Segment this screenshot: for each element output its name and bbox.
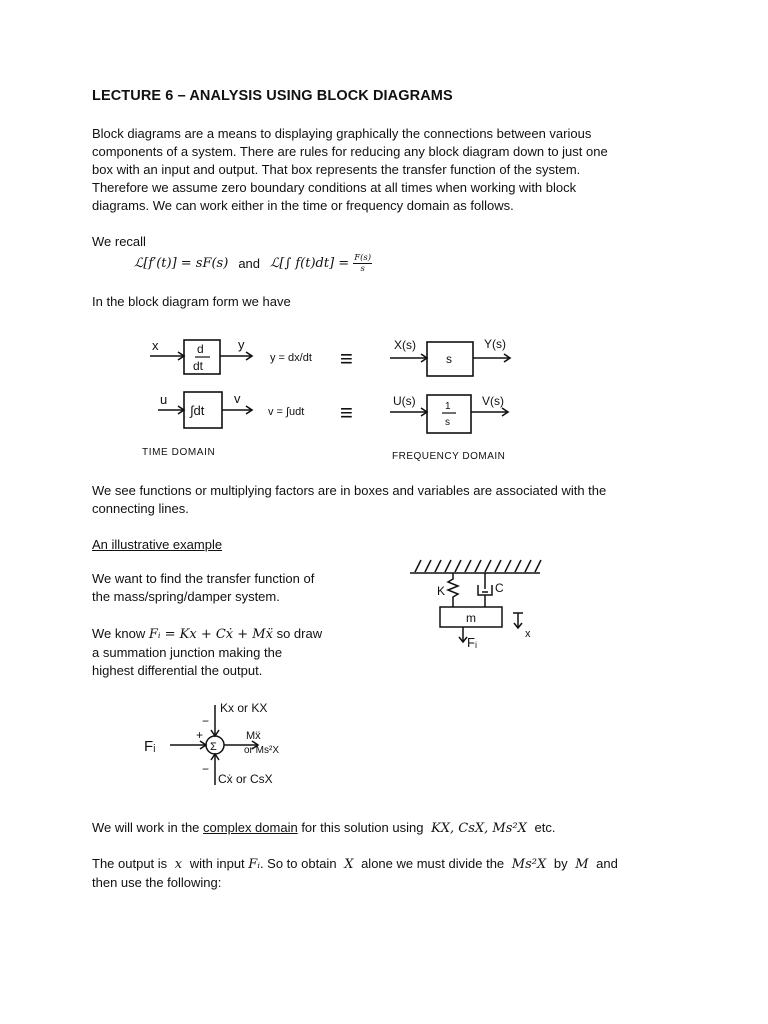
functions-line: We see functions or multiplying factors are in boxes and variables are associated with the [92, 483, 607, 498]
time-row2-box: ∫dt [190, 403, 205, 418]
lecture-title: LECTURE 6 – ANALYSIS USING BLOCK DIAGRAMS [92, 88, 453, 104]
time-row2-input: u [160, 392, 168, 407]
spring-icon [448, 573, 458, 607]
functions-paragraph [92, 482, 606, 518]
damper-label: C [495, 581, 504, 595]
sum-output-alt: or Ms²X [244, 745, 279, 756]
sum-top-label: Kx or KX [220, 701, 268, 715]
output-paragraph [92, 855, 618, 892]
complex-domain-line [92, 819, 555, 838]
fraction-denominator: s [360, 263, 365, 274]
sigma-symbol: Σ [210, 741, 217, 753]
output-line [92, 855, 618, 874]
spring-label: K [437, 584, 446, 598]
laplace-equation [134, 249, 372, 277]
time-row2-output: v [234, 391, 241, 406]
time-row1-box-den: dt [193, 359, 204, 373]
freq-row1-box: s [446, 352, 452, 366]
time-row1-equation: y = dx/dt [270, 352, 312, 364]
complex-domain-term: complex domain [203, 820, 298, 835]
complex-mid: for this solution using [301, 820, 424, 835]
know-pre: We know [92, 626, 146, 641]
sum-output-label: Mẍ [246, 730, 261, 742]
fraction-numerator: F(s) [354, 252, 372, 263]
output-text: The output is [92, 856, 168, 871]
freq-row2-box-num: 1 [445, 401, 451, 412]
time-row1-box-num: d [197, 342, 204, 356]
know-paragraph [92, 625, 322, 680]
want-line: We want to find the transfer function of [92, 571, 315, 586]
time-domain-label: TIME DOMAIN [142, 447, 216, 458]
complex-pre: We will work in the [92, 820, 200, 835]
displacement-label: x [525, 628, 531, 640]
laplace-derivative: ℒ[f′(t)] = sF(s) [134, 255, 229, 271]
freq-row2-box-den: s [445, 417, 450, 428]
intro-line: box with an input and output. That box represents the transfer function of the system. [92, 162, 581, 177]
output-line: then use the following: [92, 875, 222, 890]
damper-icon [478, 573, 492, 607]
mass-spring-damper-figure [405, 555, 545, 650]
want-paragraph [92, 570, 314, 606]
block-form-text: In the block diagram form we have [92, 294, 291, 309]
time-row1-input: x [152, 338, 159, 353]
output-math: X [344, 857, 354, 872]
example-heading: An illustrative example [92, 537, 223, 552]
freq-row2-output: V(s) [482, 394, 504, 408]
output-math: M [575, 857, 589, 872]
intro-line: Block diagrams are a means to displaying graphically the connections between various [92, 126, 592, 141]
summation-junction-figure [140, 695, 315, 795]
we-recall-text: We recall [92, 234, 146, 249]
know-equation: Fᵢ = Kx + Cẋ + Mẍ [148, 627, 273, 642]
intro-line: components of a system. There are rules for reducing any block diagram down to just one [92, 144, 608, 159]
freq-domain-label: FREQUENCY DOMAIN [392, 451, 506, 462]
block-diagram-figure [140, 330, 530, 465]
functions-line: connecting lines. [92, 501, 189, 516]
freq-row1-input: X(s) [394, 338, 416, 352]
ground-hatch [415, 560, 541, 572]
know-line: highest differential the output. [92, 663, 263, 678]
laplace-and: and [238, 255, 261, 271]
complex-post: etc. [534, 820, 556, 835]
time-row1-output: y [238, 337, 245, 352]
plus-sign: + [196, 728, 204, 742]
output-text: by [553, 856, 568, 871]
output-text: alone we must divide the [361, 856, 505, 871]
force-label: Fᵢ [467, 635, 477, 650]
know-line: a summation junction making the [92, 645, 283, 660]
laplace-fraction [353, 253, 372, 274]
output-math: Fᵢ [248, 857, 260, 872]
know-line [92, 625, 322, 644]
freq-row2-input: U(s) [393, 394, 416, 408]
intro-line: Therefore we assume zero boundary conditions at all times when working with block [92, 180, 577, 195]
output-text: and [596, 856, 618, 871]
output-text: . So to obtain [259, 856, 337, 871]
intro-paragraph [92, 125, 608, 215]
mass-label: m [466, 611, 476, 625]
freq-row1-output: Y(s) [484, 337, 506, 351]
complex-math: KX, CsX, Ms²X [431, 821, 527, 836]
output-text: with input [189, 856, 245, 871]
intro-line: diagrams. We can work either in the time or frequency domain as follows. [92, 198, 514, 213]
output-math: Ms²X [511, 857, 547, 872]
know-post: so draw [276, 626, 323, 641]
equivalence-symbol: ≡ [340, 346, 353, 371]
time-row2-equation: v = ∫udt [268, 406, 305, 418]
sum-input-label: Fᵢ [144, 738, 156, 755]
equivalence-symbol: ≡ [340, 400, 353, 425]
laplace-integral: ℒ[∫ f(t)dt] = [270, 255, 350, 271]
sum-bottom-label: Cẋ or CsX [218, 772, 273, 786]
minus-sign: − [202, 714, 210, 728]
output-math: x [174, 857, 183, 872]
minus-sign: − [202, 762, 210, 776]
want-line: the mass/spring/damper system. [92, 589, 280, 604]
